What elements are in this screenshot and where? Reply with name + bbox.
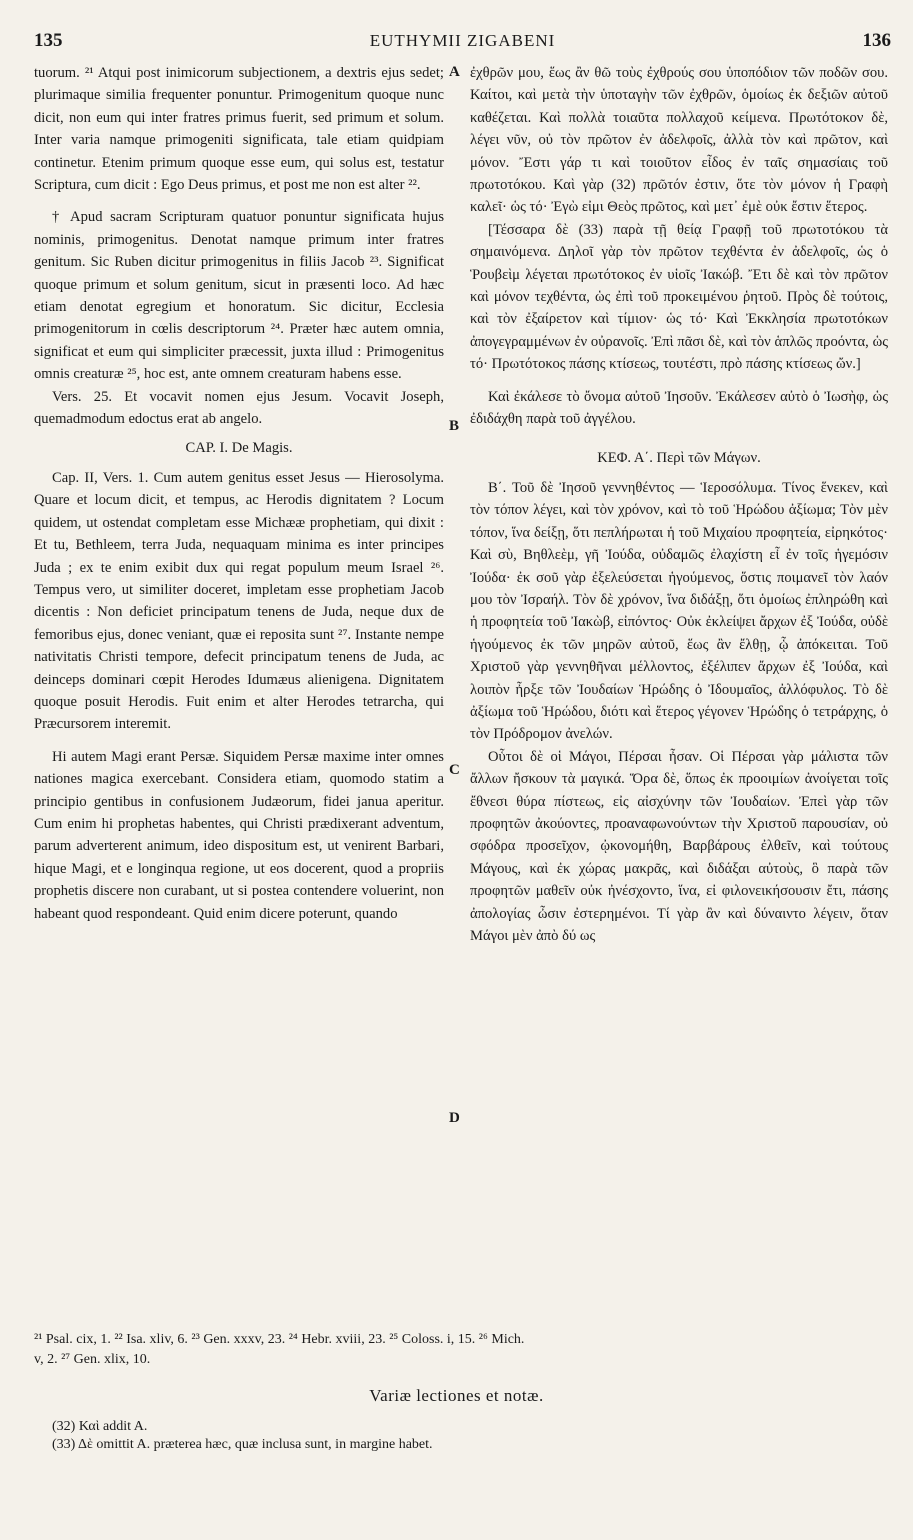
greek-column — [470, 62, 888, 947]
margin-marker-d: D — [449, 1110, 460, 1126]
greek-paragraph-3: Καὶ ἐκάλεσε τὸ ὄνομα αὐτοῦ Ἰησοῦν. Ἐκάλεσεν αὐτὸ ὁ Ἰωσὴφ, ὡς ἐδιδάχθη παρὰ τοῦ ἀγγέλου. — [470, 388, 888, 428]
footnote-line-2: v, 2. ²⁷ Gen. xlix, 10. — [34, 1352, 151, 1367]
variae-lectiones-title: Variæ lectiones et notæ. — [369, 1386, 544, 1405]
greek-paragraph-4: Β΄. Τοῦ δὲ Ἰησοῦ γεννηθέντος — Ἱεροσόλυμα. Τίνος ἕνεκεν, καὶ τὸν τόπον λέγει, καὶ τὸν χρόνον, καὶ τὸ τοῦ Ἡρώδου ἀξίωμα; Τὸν μὲν τόπον, ἵνα δείξῃ, ὅτι πεπλήρωται ἡ τοῦ Μιχαίου προφητεία, εἰρηκότος· Καὶ σὺ, Βηθλεὲμ, γῆ Ἰούδα, οὐδαμῶς ἐλαχίστη εἶ ἐν τοῖς ἡγεμόσιν Ἰούδα· ἐκ σοῦ γὰρ ἐξελεύσεται ἡγούμενος, ὅστις ποιμανεῖ τὸν λαόν μου τὸν Ἰσραήλ. Τὸν δὲ χρόνον, ἵνα διδάξῃ, ὅτι ὁμοίως ἐπληρώθη καὶ ἡ προφητεία τοῦ Ἰακὼβ, εἰπόντος· Οὐκ ἐκλείψει ἄρχων ἐξ Ἰούδα, οὐδὲ ἡγούμενος ἐκ τῶν μηρῶν αὐτοῦ, ἕως ἂν ἔλθῃ, ᾧ ἀπόκειται. Τοῦ Χριστοῦ γὰρ γεννηθῆναι μέλλοντος, ἐξέλιπεν ἄρχων ἐξ Ἰούδα, καὶ λοιπὸν ἦρξε τῶν Ἰουδαίων Ἡρώδης ὁ Ἰδουμαῖος, ἀλλόφυλος. Τὸ δὲ ἀξίωμα τοῦ Ἡρώδου, διότι καὶ ἕτερος γέγονεν Ἡρώδης ὁ τετράρχης, ὁ τὸν Πρόδρομον ἀνελών. — [470, 479, 888, 743]
latin-chapter-heading: CAP. I. De Magis. — [185, 439, 293, 456]
variae-notes — [52, 1418, 433, 1454]
footnote-line-1: ²¹ Psal. cix, 1. ²² Isa. xliv, 6. ²³ Gen. xxxv, 23. ²⁴ Hebr. xviii, 23. ²⁵ Coloss. i, 15. ²⁶ Mich. — [34, 1332, 525, 1347]
greek-chapter-heading: ΚΕΦ. Α΄. Περὶ τῶν Μάγων. — [597, 449, 761, 466]
page-number-right: 136 — [862, 30, 891, 51]
running-title: EUTHYMII ZIGABENI — [369, 31, 556, 50]
latin-paragraph-5: Hi autem Magi erant Persæ. Siquidem Persæ maxime inter omnes nationes magica exercebant. Considera etiam, quomodo statim a principio gentibus in confusionem Judæorum, fidei janua aperitur. Cum enim hi prophetas habentes, qui Christi prædixerant adventum, parum adverterent animum, ideo dispositum est, ut venirent Barbari, hique Magi, et e longinqua regione, ut eos docerent, quod a propriis prophetis discere non curabant, ut si postea contendere voluerint, non habeant quod respondeant. Quid enim dicere poterunt, quando — [34, 748, 444, 922]
margin-marker-b: B — [449, 418, 460, 434]
page-header — [34, 30, 891, 56]
margin-marker-c: C — [449, 762, 460, 778]
latin-paragraph-4: Cap. II, Vers. 1. Cum autem genitus esset Jesus — Hierosolyma. Quare et locum dicit, et tempus, ac Herodis dignitatem ? Locum quidem, ut ostendat completam esse Michææ prophetiam, qui dixit : Et tu, Bethleem, terra Juda, nequaquam minima es inter principes Juda ; ex te enim exibit dux qui regat populum meum Israel ²⁶. Tempus vero, ut similiter doceret, impletam esse prophetiam Jacob dicentis : Non deficiet principatum tenens de Juda, neque dux de femoribus ejus, donec veniant, quæ ei reposita sunt ²⁷. Instante nempe nativitatis Christi tempore, defecit principatum tenens de Juda, ac deinceps dominari cœpit Herodes Idumæus alienigena. Dignitatem quoque posuit Herodis. Fuit enim et alter Herodes tetrarcha, qui Præcursorem interemit. — [34, 469, 444, 733]
greek-paragraph-2: [Τέσσαρα δὲ (33) παρὰ τῇ θείᾳ Γραφῇ τοῦ πρωτοτόκου τὰ σημαινόμενα. Δηλοῖ γὰρ τὸν πρῶτον τεχθέντα ἐν ἀδελφοῖς, ὡς ὁ Ῥουβεὶμ λέγεται πρωτότοκος ἐν υἱοῖς Ἰακώβ. Ἔτι δὲ καὶ τὸν πρῶτον καὶ μόνον τεχθέντα, ὡς ἐπὶ τοῦ προκειμένου ῥητοῦ. Πρὸς δὲ τούτοις, καὶ τὸν ἐξαίρετον καὶ τίμιον· ὡς τό· Καὶ Ἐκκλησία πρωτοτόκων ἀπογεγραμμένων ἐν οὐρανοῖς. Ἐπὶ πᾶσι δὲ, καὶ τὸν ἁπλῶς προόντα, ὡς τό· Πρωτότοκος πάσης κτίσεως, τουτέστι, πρὸ πάσης κτίσεως ὤν.] — [470, 221, 888, 373]
variae-note-1: (32) Καὶ addit A. — [52, 1419, 148, 1434]
greek-paragraph-1: ἐχθρῶν μου, ἕως ἂν θῶ τοὺς ἐχθρούς σου ὑποπόδιον τῶν ποδῶν σου. Καίτοι, καὶ μετὰ τὴν ὑποταγὴν τῶν ἐχθρῶν, ὁμοίως ἐκ δεξιῶν αὐτοῦ καθέζεται. Καὶ πολλὰ τοιαῦτα πολλαχοῦ κείμενα. Πρωτότοκον δὲ, λέγει νῦν, οὐ τὸν πρῶτον ἐν ἀδελφοῖς, ἀλλὰ τὸν καὶ πρῶτον, καὶ μόνον. Ἔστι γάρ τι καὶ τοιοῦτον εἶδος ἐν ταῖς σημασίαις τοῦ πρωτοτόκου. Καὶ γὰρ (32) πρῶτόν ἐστιν, ὅτε τὸν μόνον ἡ Γραφὴ καλεῖ· ὡς τό· Ἐγὼ εἰμι Θεὸς πρῶτος, καὶ μετ᾽ ἐμὲ οὐκ ἔστιν ἕτερος. — [470, 65, 888, 216]
page-number-left: 135 — [34, 30, 63, 51]
latin-column — [34, 62, 444, 925]
latin-paragraph-2: † Apud sacram Scripturam quatuor ponuntur significata hujus nominis, primogenitus. Denotat namque primum inter fratres genitum. Sic Ruben dicitur primogenitus in filiis Jacob ²³. Significat quoque primum et solum genitum, sicut in præsenti loco. Ad hæc etiam denotat egregium et honoratum. Sic dicitur, Ecclesia primogenitorum in cœlis descriptorum ²⁴. Præter hæc autem omnia, significat et eum qui simpliciter præcessit, juxta illud : Primogenitus omnis creaturæ ²⁵, hoc est, ante omnem creaturam habens esse. — [34, 209, 444, 383]
margin-marker-a: A — [449, 64, 460, 80]
greek-paragraph-5: Οὗτοι δὲ οἱ Μάγοι, Πέρσαι ἦσαν. Οἱ Πέρσαι γὰρ μάλιστα τῶν ἄλλων ἤσκουν τὰ μαγικά. Ὅρα δὲ, ὅπως ἐκ προοιμίων ἀνοίγεται τοῖς ἔθνεσι θύρα πίστεως, εἰς αἰσχύνην τῶν Ἰουδαίων. Ἐπεὶ γὰρ τῶν προφητῶν ἀκούοντες, προαναφωνούντων τὴν Χριστοῦ παρουσίαν, οὐ σφόδρα προσεῖχον, ᾠκονομήθη, Βαρβάρους ἐλθεῖν, καὶ τούτους Μάγους, καὶ ἐκ χώρας μακρᾶς, καὶ διδάξαι αὐτοὺς, ὃ παρὰ τῶν προφητῶν μαθεῖν οὐκ ἠνέσχοντο, ἵνα, εἰ φιλονεικήσουσιν ἔτι, πάσης ἀπολογίας ὦσιν ἐστερημένοι. Τί γὰρ ἂν καὶ δύναιντο λέγειν, ὅταν Μάγοι μὲν ἀπὸ δύ ως — [470, 748, 888, 945]
variae-note-2: (33) Δὲ omittit A. præterea hæc, quæ inclusa sunt, in margine habet. — [52, 1437, 433, 1452]
latin-paragraph-1: tuorum. ²¹ Atqui post inimicorum subjectionem, a dextris ejus sedet; plurimaque similia frequenter ponuntur. Primogenitum quoque nunc dicit, non eum qui inter fratres primus fuerit, sed primum et solum. Inter varia namque primogeniti significata, tale etiam quidpiam continetur. Etenim primum quoque esse eum, qui solus est, testatur Scriptura, cum dicit : Ego Deus primus, et post me non est alter ²². — [34, 65, 444, 194]
latin-paragraph-3: Vers. 25. Et vocavit nomen ejus Jesum. Vocavit Joseph, quemadmodum edoctus erat ab angelo. — [34, 388, 444, 428]
